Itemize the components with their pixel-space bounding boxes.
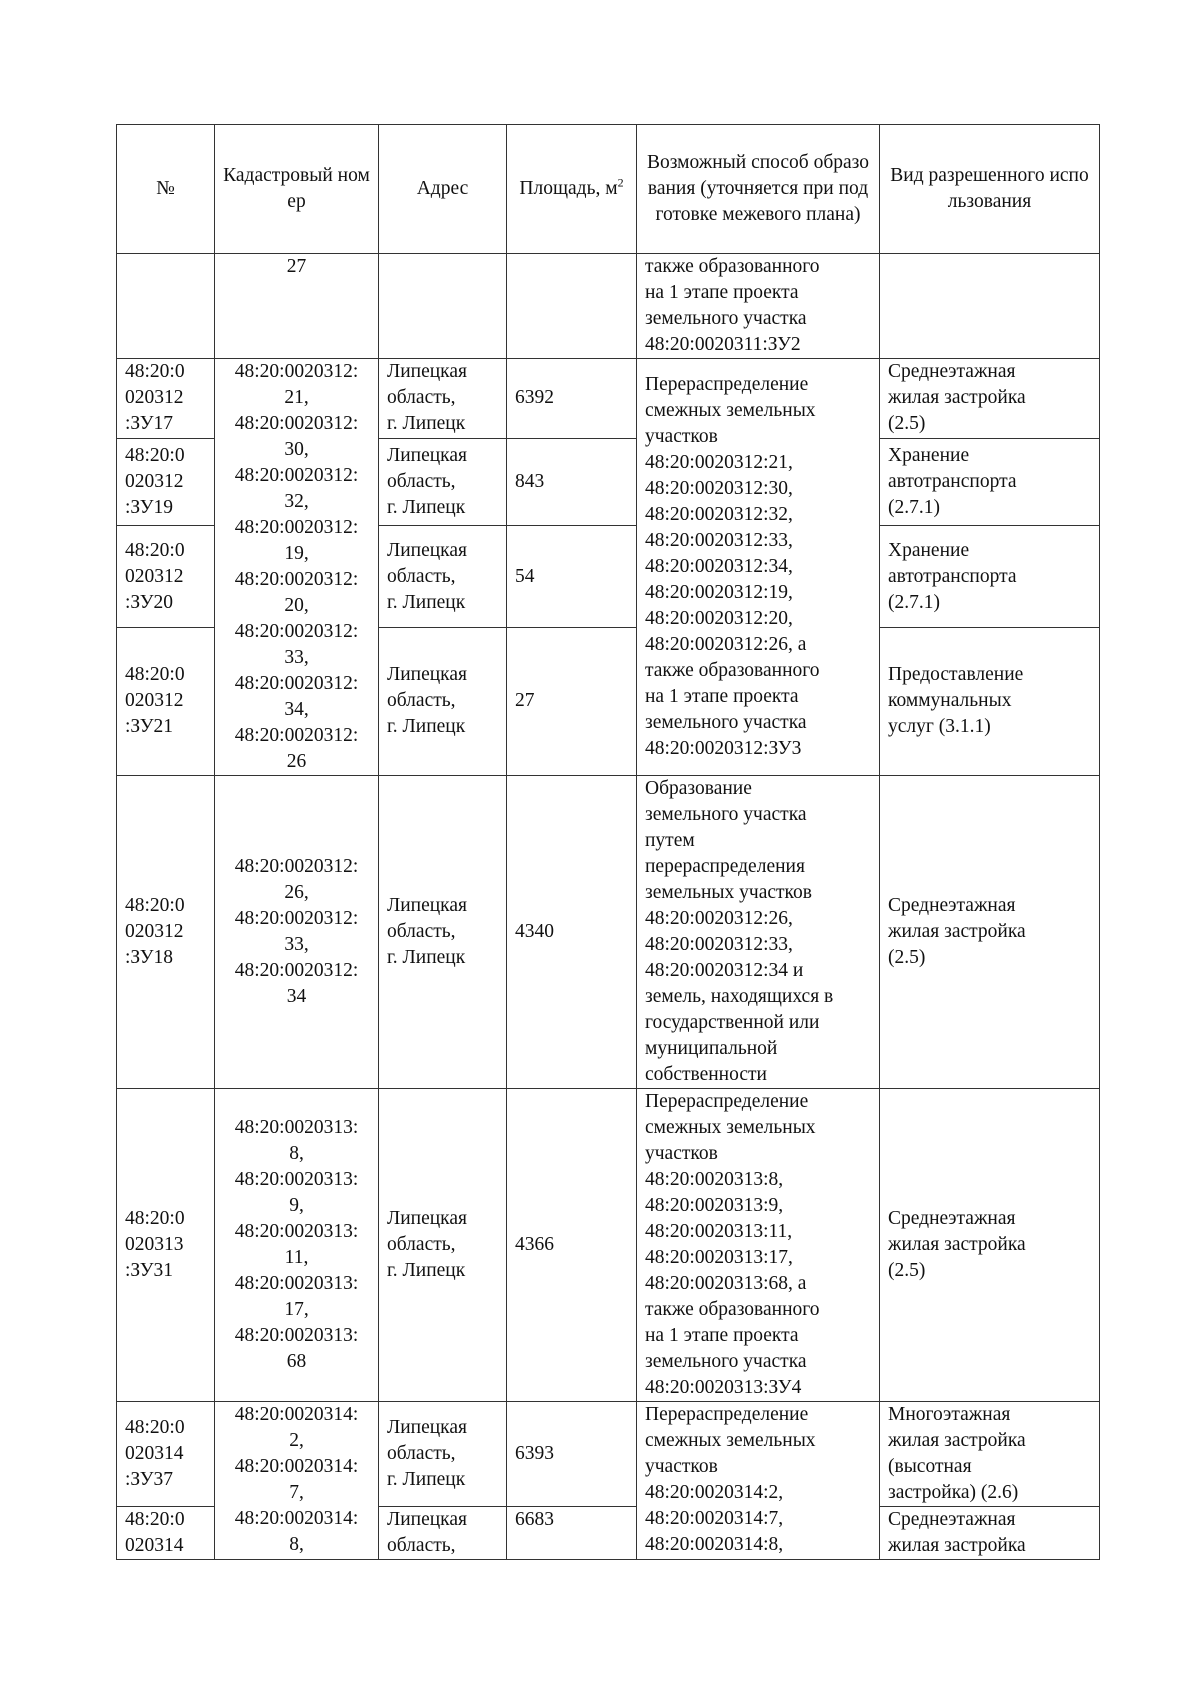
land-plots-table	[116, 124, 1100, 1560]
cell-cadastral: 48:20:0020313: 8, 48:20:0020313: 9, 48:20:0020313: 11, 48:20:0020313: 17, 48:20:0020313: 68	[215, 1089, 379, 1402]
cell-method-group: Перераспределение смежных земельных участков 48:20:0020312:21, 48:20:0020312:30, 48:20:0020312:32, 48:20:0020312:33, 48:20:0020312:34, 48:20:0020312:19, 48:20:0020312:20, 48:20:0020312:26, а также образованного на 1 этапе проекта земельного участка 48:20:0020312:ЗУ3	[637, 359, 880, 776]
cell-method: также образованного на 1 этапе проекта земельного участка 48:20:0020311:ЗУ2	[637, 254, 880, 359]
cell-num: 48:20:0 020312 :ЗУ17	[117, 359, 215, 439]
cell-address: Липецкая область,	[379, 1507, 507, 1560]
cell-use: Предоставление коммунальных услуг (3.1.1)	[880, 627, 1100, 775]
cell-area: 27	[507, 627, 637, 775]
header-num: №	[117, 125, 215, 254]
table-row	[117, 1402, 1100, 1507]
table-header-row	[117, 125, 1100, 254]
table-row	[117, 359, 1100, 439]
cell-use: Среднеэтажная жилая застройка (2.5)	[880, 776, 1100, 1089]
cell-cadastral-group: 48:20:0020312: 21, 48:20:0020312: 30, 48:20:0020312: 32, 48:20:0020312: 19, 48:20:0020312: 20, 48:20:0020312: 33, 48:20:0020312: 34, 48:20:0020312: 26	[215, 359, 379, 776]
cell-use: Среднеэтажная жилая застройка	[880, 1507, 1100, 1560]
cell-area: 6393	[507, 1402, 637, 1507]
cell-cadastral-group: 48:20:0020314: 2, 48:20:0020314: 7, 48:20:0020314: 8,	[215, 1402, 379, 1560]
cell-use	[880, 254, 1100, 359]
table-row	[117, 1089, 1100, 1402]
cell-num: 48:20:0 020314	[117, 1507, 215, 1560]
cell-address: Липецкая область, г. Липецк	[379, 1089, 507, 1402]
cell-num: 48:20:0 020312 :ЗУ18	[117, 776, 215, 1089]
cell-use: Хранение автотранспорта (2.7.1)	[880, 438, 1100, 526]
cell-address: Липецкая область, г. Липецк	[379, 438, 507, 526]
cell-area	[507, 254, 637, 359]
cell-address: Липецкая область, г. Липецк	[379, 627, 507, 775]
cell-num: 48:20:0 020314 :ЗУ37	[117, 1402, 215, 1507]
header-method: Возможный способ образования (уточняется при подготовке межевого плана)	[637, 125, 880, 254]
cell-address: Липецкая область, г. Липецк	[379, 526, 507, 628]
cell-use: Хранение автотранспорта (2.7.1)	[880, 526, 1100, 628]
cell-area: 843	[507, 438, 637, 526]
cell-num: 48:20:0 020313 :ЗУ31	[117, 1089, 215, 1402]
header-area	[507, 125, 637, 254]
cell-use: Многоэтажная жилая застройка (высотная застройка) (2.6)	[880, 1402, 1100, 1507]
table-row	[117, 776, 1100, 1089]
cell-num: 48:20:0 020312 :ЗУ21	[117, 627, 215, 775]
cell-address: Липецкая область, г. Липецк	[379, 359, 507, 439]
header-cadastral: Кадастровый номер	[215, 125, 379, 254]
cell-method: Образование земельного участка путем перераспределения земельных участков 48:20:0020312:26, 48:20:0020312:33, 48:20:0020312:34 и земель, находящихся в государственной или муниципальной собственности	[637, 776, 880, 1089]
cell-cadastral: 27	[215, 254, 379, 359]
cell-method-group: Перераспределение смежных земельных участков 48:20:0020314:2, 48:20:0020314:7, 48:20:0020314:8,	[637, 1402, 880, 1560]
cell-use: Среднеэтажная жилая застройка (2.5)	[880, 359, 1100, 439]
cell-address	[379, 254, 507, 359]
cell-num	[117, 254, 215, 359]
cell-area: 6683	[507, 1507, 637, 1560]
header-address: Адрес	[379, 125, 507, 254]
cell-num: 48:20:0 020312 :ЗУ19	[117, 438, 215, 526]
cell-area: 4340	[507, 776, 637, 1089]
header-use: Вид разрешенного использования	[880, 125, 1100, 254]
cell-area: 6392	[507, 359, 637, 439]
table-row	[117, 254, 1100, 359]
header-area-text: Площадь, м	[519, 178, 618, 199]
cell-num: 48:20:0 020312 :ЗУ20	[117, 526, 215, 628]
cell-method: Перераспределение смежных земельных участков 48:20:0020313:8, 48:20:0020313:9, 48:20:0020313:11, 48:20:0020313:17, 48:20:0020313:68, а также образованного на 1 этапе проекта земельного участка 48:20:0020313:ЗУ4	[637, 1089, 880, 1402]
cell-address: Липецкая область, г. Липецк	[379, 776, 507, 1089]
cell-area: 4366	[507, 1089, 637, 1402]
cell-cadastral: 48:20:0020312: 26, 48:20:0020312: 33, 48:20:0020312: 34	[215, 776, 379, 1089]
cell-use: Среднеэтажная жилая застройка (2.5)	[880, 1089, 1100, 1402]
header-area-sup: 2	[617, 175, 624, 190]
cell-address: Липецкая область, г. Липецк	[379, 1402, 507, 1507]
cell-area: 54	[507, 526, 637, 628]
